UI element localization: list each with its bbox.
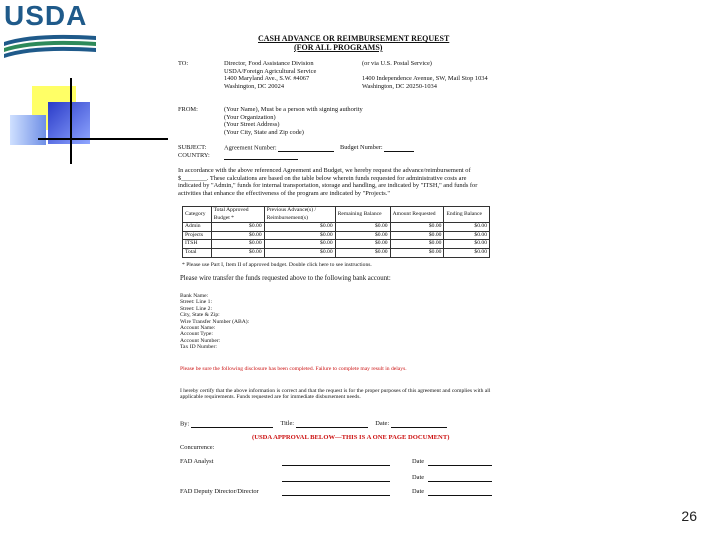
table-cell[interactable]: $0.00 xyxy=(444,248,490,257)
table-cell: Total xyxy=(183,248,212,257)
certify-text: I hereby certify that the above information is correct and that the request is for the proper purposes of this agreement and complies with all applicable requirements. Funds requested are for immediate disbursement needs. xyxy=(180,388,491,401)
fad-analyst-field[interactable] xyxy=(282,458,390,466)
bank-field[interactable]: Account Name: xyxy=(180,325,216,332)
fad-analyst-date-label: Date xyxy=(412,458,425,465)
to-alt-line xyxy=(362,68,502,76)
to-label: TO: xyxy=(178,60,189,67)
by-label: By: xyxy=(180,420,190,428)
fad-analyst-field-2[interactable] xyxy=(282,474,390,482)
from-line: (Your City, State and Zip code) xyxy=(224,128,304,136)
country-label: COUNTRY: xyxy=(178,152,210,159)
table-cell[interactable]: $0.00 xyxy=(211,248,264,257)
table-row xyxy=(183,248,490,257)
country-field[interactable] xyxy=(224,152,298,160)
form-title: CASH ADVANCE OR REIMBURSEMENT REQUEST xyxy=(258,34,450,43)
bank-field[interactable]: Wire Transfer Number (ABA): xyxy=(180,318,250,325)
concurrence-label: Concurrence: xyxy=(180,444,215,451)
table-cell[interactable]: $0.00 xyxy=(335,248,390,257)
from-line: (Your Street Address) xyxy=(224,121,280,129)
table-cell[interactable]: $0.00 xyxy=(211,240,264,249)
table-cell[interactable]: $0.00 xyxy=(264,248,335,257)
form-subtitle: (FOR ALL PROGRAMS) xyxy=(294,43,383,52)
table-header: Amount Requested xyxy=(390,207,444,223)
title-field[interactable] xyxy=(296,420,368,428)
table-cell[interactable]: $0.00 xyxy=(335,240,390,249)
table-cell[interactable]: $0.00 xyxy=(390,223,444,232)
date-label: Date: xyxy=(375,420,390,428)
form-document xyxy=(178,34,496,500)
table-cell[interactable]: $0.00 xyxy=(264,223,335,232)
logo-text: USDA xyxy=(4,0,88,31)
bank-field[interactable]: City, State & Zip: xyxy=(180,312,220,319)
fad-deputy-date-field[interactable] xyxy=(428,488,492,496)
date-field[interactable] xyxy=(391,420,447,428)
table-row xyxy=(183,240,490,249)
to-line: USDA/Foreign Agricultural Service xyxy=(224,67,317,75)
page-number: 26 xyxy=(681,508,697,524)
table-cell[interactable]: $0.00 xyxy=(444,240,490,249)
table-cell: Projects xyxy=(183,231,212,240)
to-alt-line: Washington, DC 20250-1034 xyxy=(362,82,437,90)
table-cell[interactable]: $0.00 xyxy=(390,248,444,257)
to-alt-address xyxy=(362,60,502,90)
decor-vertical-line xyxy=(70,78,72,164)
disclosure-note: Please be sure the following disclosure has been completed. Failure to complete may result in delays. xyxy=(180,366,407,372)
table-cell[interactable]: $0.00 xyxy=(390,231,444,240)
table-cell[interactable]: $0.00 xyxy=(264,240,335,249)
table-cell[interactable]: $0.00 xyxy=(444,231,490,240)
table-cell: Admin xyxy=(183,223,212,232)
usda-logo xyxy=(4,2,96,60)
agreement-field xyxy=(224,144,414,152)
bank-field[interactable]: Street: Line 1: xyxy=(180,299,213,306)
bank-field[interactable]: Bank Name: xyxy=(180,293,209,299)
table-row xyxy=(183,231,490,240)
title-label: Title: xyxy=(280,420,295,428)
logo-field-icon xyxy=(4,30,96,60)
table-header-row xyxy=(183,207,490,223)
signature-row xyxy=(180,420,496,428)
by-field[interactable] xyxy=(191,420,273,428)
to-alt-line: 1400 Independence Avenue, SW, Mail Stop 1034 xyxy=(362,75,488,83)
budget-label: Budget Number: xyxy=(339,144,383,152)
table-cell[interactable]: $0.00 xyxy=(264,231,335,240)
table-header: Total Approved Budget * xyxy=(211,207,264,223)
from-address xyxy=(224,106,424,136)
bank-fields xyxy=(180,293,380,351)
agreement-number-field[interactable] xyxy=(278,144,334,152)
bank-field[interactable]: Account Number: xyxy=(180,337,221,344)
wire-instruction: Please wire transfer the funds requested above to the following bank account: xyxy=(180,275,391,282)
to-alt-line: (or via U.S. Postal Service) xyxy=(362,60,432,67)
from-line: (Your Name), Must be a person with signing authority xyxy=(224,106,363,113)
table-note: * Please use Part I, Item II of approved budget. Double click here to see instructions. xyxy=(182,262,372,268)
subject-label: SUBJECT: xyxy=(178,144,207,151)
table-cell[interactable]: $0.00 xyxy=(444,223,490,232)
fad-analyst-date-field[interactable] xyxy=(428,458,492,466)
request-paragraph: In accordance with the above referenced Agreement and Budget, we hereby request the advance/reimbursement of $________. These calculations are based on the table below wherein funds requested for administrative costs are indicated by "Admin," funds for internal transportation, storage and handling, are indicated by "ITSH," and funds for activities that enhance the effectiveness of the program are indicated by "Projects." xyxy=(178,167,478,197)
fad-deputy-label: FAD Deputy Director/Director xyxy=(180,488,259,495)
from-line: (Your Organization) xyxy=(224,113,276,121)
fad-analyst-label: FAD Analyst xyxy=(180,458,214,465)
to-line: Director, Food Assistance Division xyxy=(224,60,314,67)
fad-deputy-date-label: Date xyxy=(412,488,425,495)
table-cell: ITSH xyxy=(183,240,212,249)
table-header: Previous Advance(s) / Reimbursement(s) xyxy=(264,207,335,223)
table-row xyxy=(183,223,490,232)
decor-lightblue-square xyxy=(10,115,46,145)
from-label: FROM: xyxy=(178,106,198,113)
table-cell[interactable]: $0.00 xyxy=(390,240,444,249)
to-line: Washington, DC 20024 xyxy=(224,82,285,90)
budget-number-field[interactable] xyxy=(384,144,414,152)
budget-table xyxy=(182,206,490,258)
bank-field[interactable]: Street: Line 2: xyxy=(180,305,213,312)
table-header: Category xyxy=(183,207,212,223)
table-header: Remaining Balance xyxy=(335,207,390,223)
fad-second-date-field[interactable] xyxy=(428,474,492,482)
bank-field[interactable]: Account Type: xyxy=(180,331,213,338)
fad-deputy-field[interactable] xyxy=(282,488,390,496)
table-header: Ending Balance xyxy=(444,207,490,223)
table-cell[interactable]: $0.00 xyxy=(211,223,264,232)
table-cell[interactable]: $0.00 xyxy=(335,231,390,240)
decor-horizontal-line xyxy=(38,138,168,140)
bank-field[interactable]: Tax ID Number: xyxy=(180,344,217,351)
to-line: 1400 Maryland Ave., S.W. #4067 xyxy=(224,75,310,83)
table-cell[interactable]: $0.00 xyxy=(211,231,264,240)
approval-banner: (USDA APPROVAL BELOW—THIS IS A ONE PAGE DOCUMENT) xyxy=(252,434,450,441)
table-cell[interactable]: $0.00 xyxy=(335,223,390,232)
fad-second-date-label: Date xyxy=(412,474,425,481)
agreement-label: Agreement Number: xyxy=(224,144,277,152)
